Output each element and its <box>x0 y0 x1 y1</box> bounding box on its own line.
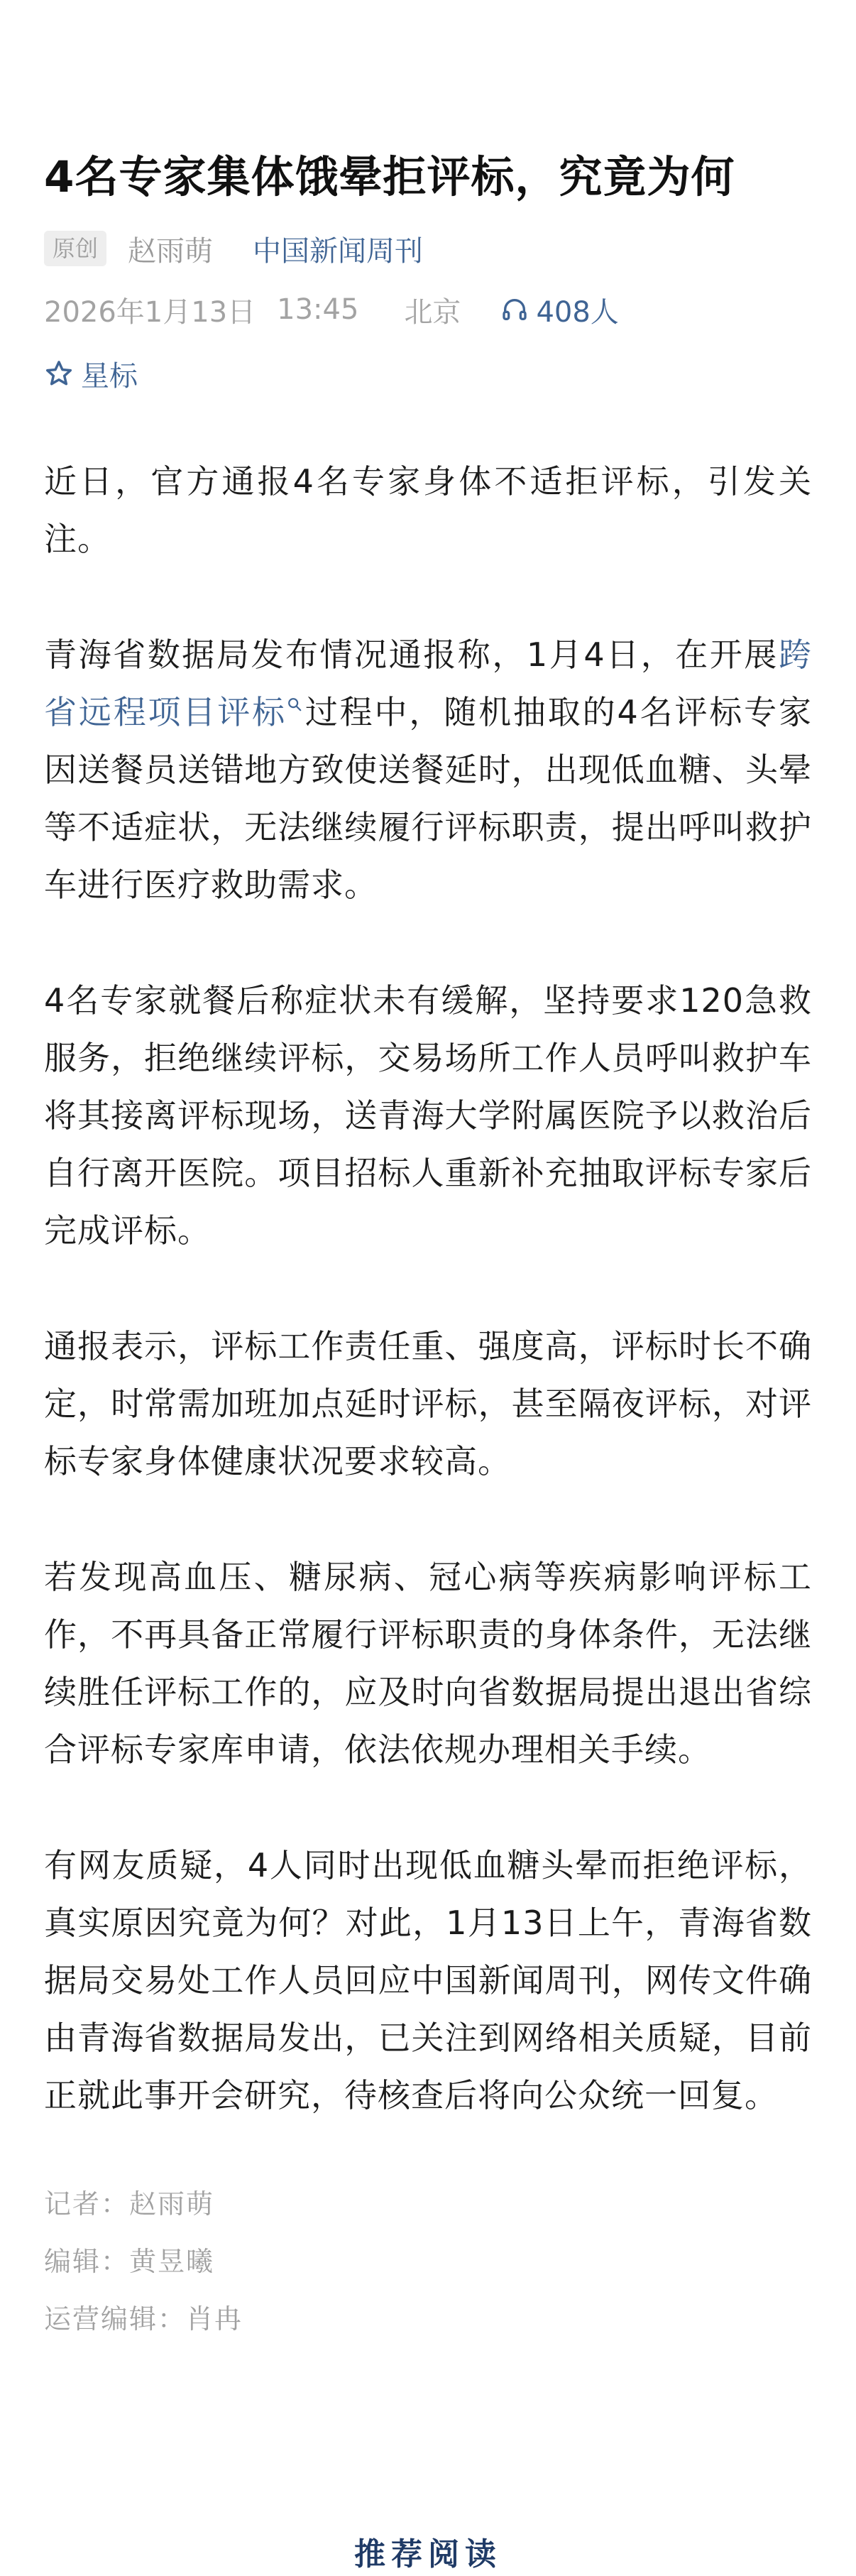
source-account-link[interactable]: 中国新闻周刊 <box>253 234 424 268</box>
listen-count: 408人 <box>536 295 619 329</box>
publish-date: 2026年1月13日 <box>44 295 256 329</box>
editor-credit: 编辑：黄昱曦 <box>44 2246 215 2277</box>
original-badge: 原创 <box>44 231 106 266</box>
paragraph-6: 有网友质疑，4人同时出现低血糖头晕而拒绝评标，真实原因究竟为何？对此，1月13日上午，青海省数据局交易处工作人员回应中国新闻周刊，网传文件确由青海省数据局发出，已关注到网络相关质疑，目前正就此事开会研究，待核查后将向公众统一回复。 <box>44 1846 812 2114</box>
recommended-reading-heading: 推荐阅读 <box>354 2536 502 2572</box>
article-body <box>44 453 812 2124</box>
paragraph-2 <box>44 626 812 914</box>
byline-row <box>44 227 812 270</box>
ops-editor-credit: 运营编辑：肖冉 <box>44 2303 243 2335</box>
star-label: 星标 <box>81 359 138 393</box>
paragraph-3: 4名专家就餐后称症状未有缓解，坚持要求120急救服务，拒绝继续评标，交易场所工作人员呼叫救护车将其接离评标现场，送青海大学附属医院予以救治后自行离开医院。项目招标人重新补充抽取评标专家后完成评标。 <box>44 981 812 1250</box>
publish-time: 13:45 <box>277 293 359 326</box>
star-row <box>44 352 812 395</box>
star-button[interactable] <box>44 354 138 394</box>
paragraph-1: 近日，官方通报4名专家身体不适拒评标，引发关注。 <box>44 462 812 558</box>
paragraph-2-intro: 青海省数据局发布情况通报称，1月4日，在开展 <box>44 635 779 674</box>
paragraph-5: 若发现高血压、糖尿病、冠心病等疾病影响评标工作，不再具备正常履行评标职责的身体条件，无法继续胜任评标工作的，应及时向省数据局提出退出省综合评标专家库申请，依法依规办理相关手续。 <box>44 1558 812 1769</box>
article-title: 4名专家集体饿晕拒评标，究竟为何 <box>44 152 735 202</box>
headphones-icon <box>500 295 529 324</box>
article-credits <box>44 2176 812 2348</box>
search-keyword-text: 跨省远程项目评标 <box>44 635 812 731</box>
author-name[interactable]: 赵雨萌 <box>128 234 214 268</box>
publish-location: 北京 <box>404 295 461 329</box>
date-row <box>44 288 812 331</box>
star-outline-icon <box>44 359 74 388</box>
paragraph-4: 通报表示，评标工作责任重、强度高，评标时长不确定，时常需加班加点延时评标，甚至隔夜评标，对评标专家身体健康状况要求较高。 <box>44 1327 812 1480</box>
paragraph-2-rest: 过程中，随机抽取的4名评标专家因送餐员送错地方致使送餐延时，出现低血糖、头晕等不适症状，无法继续履行评标职责，提出呼叫救护车进行医疗救助需求。 <box>44 693 812 904</box>
reporter-credit: 记者：赵雨萌 <box>44 2188 215 2220</box>
search-icon <box>287 697 302 712</box>
listen-button[interactable] <box>500 290 618 330</box>
